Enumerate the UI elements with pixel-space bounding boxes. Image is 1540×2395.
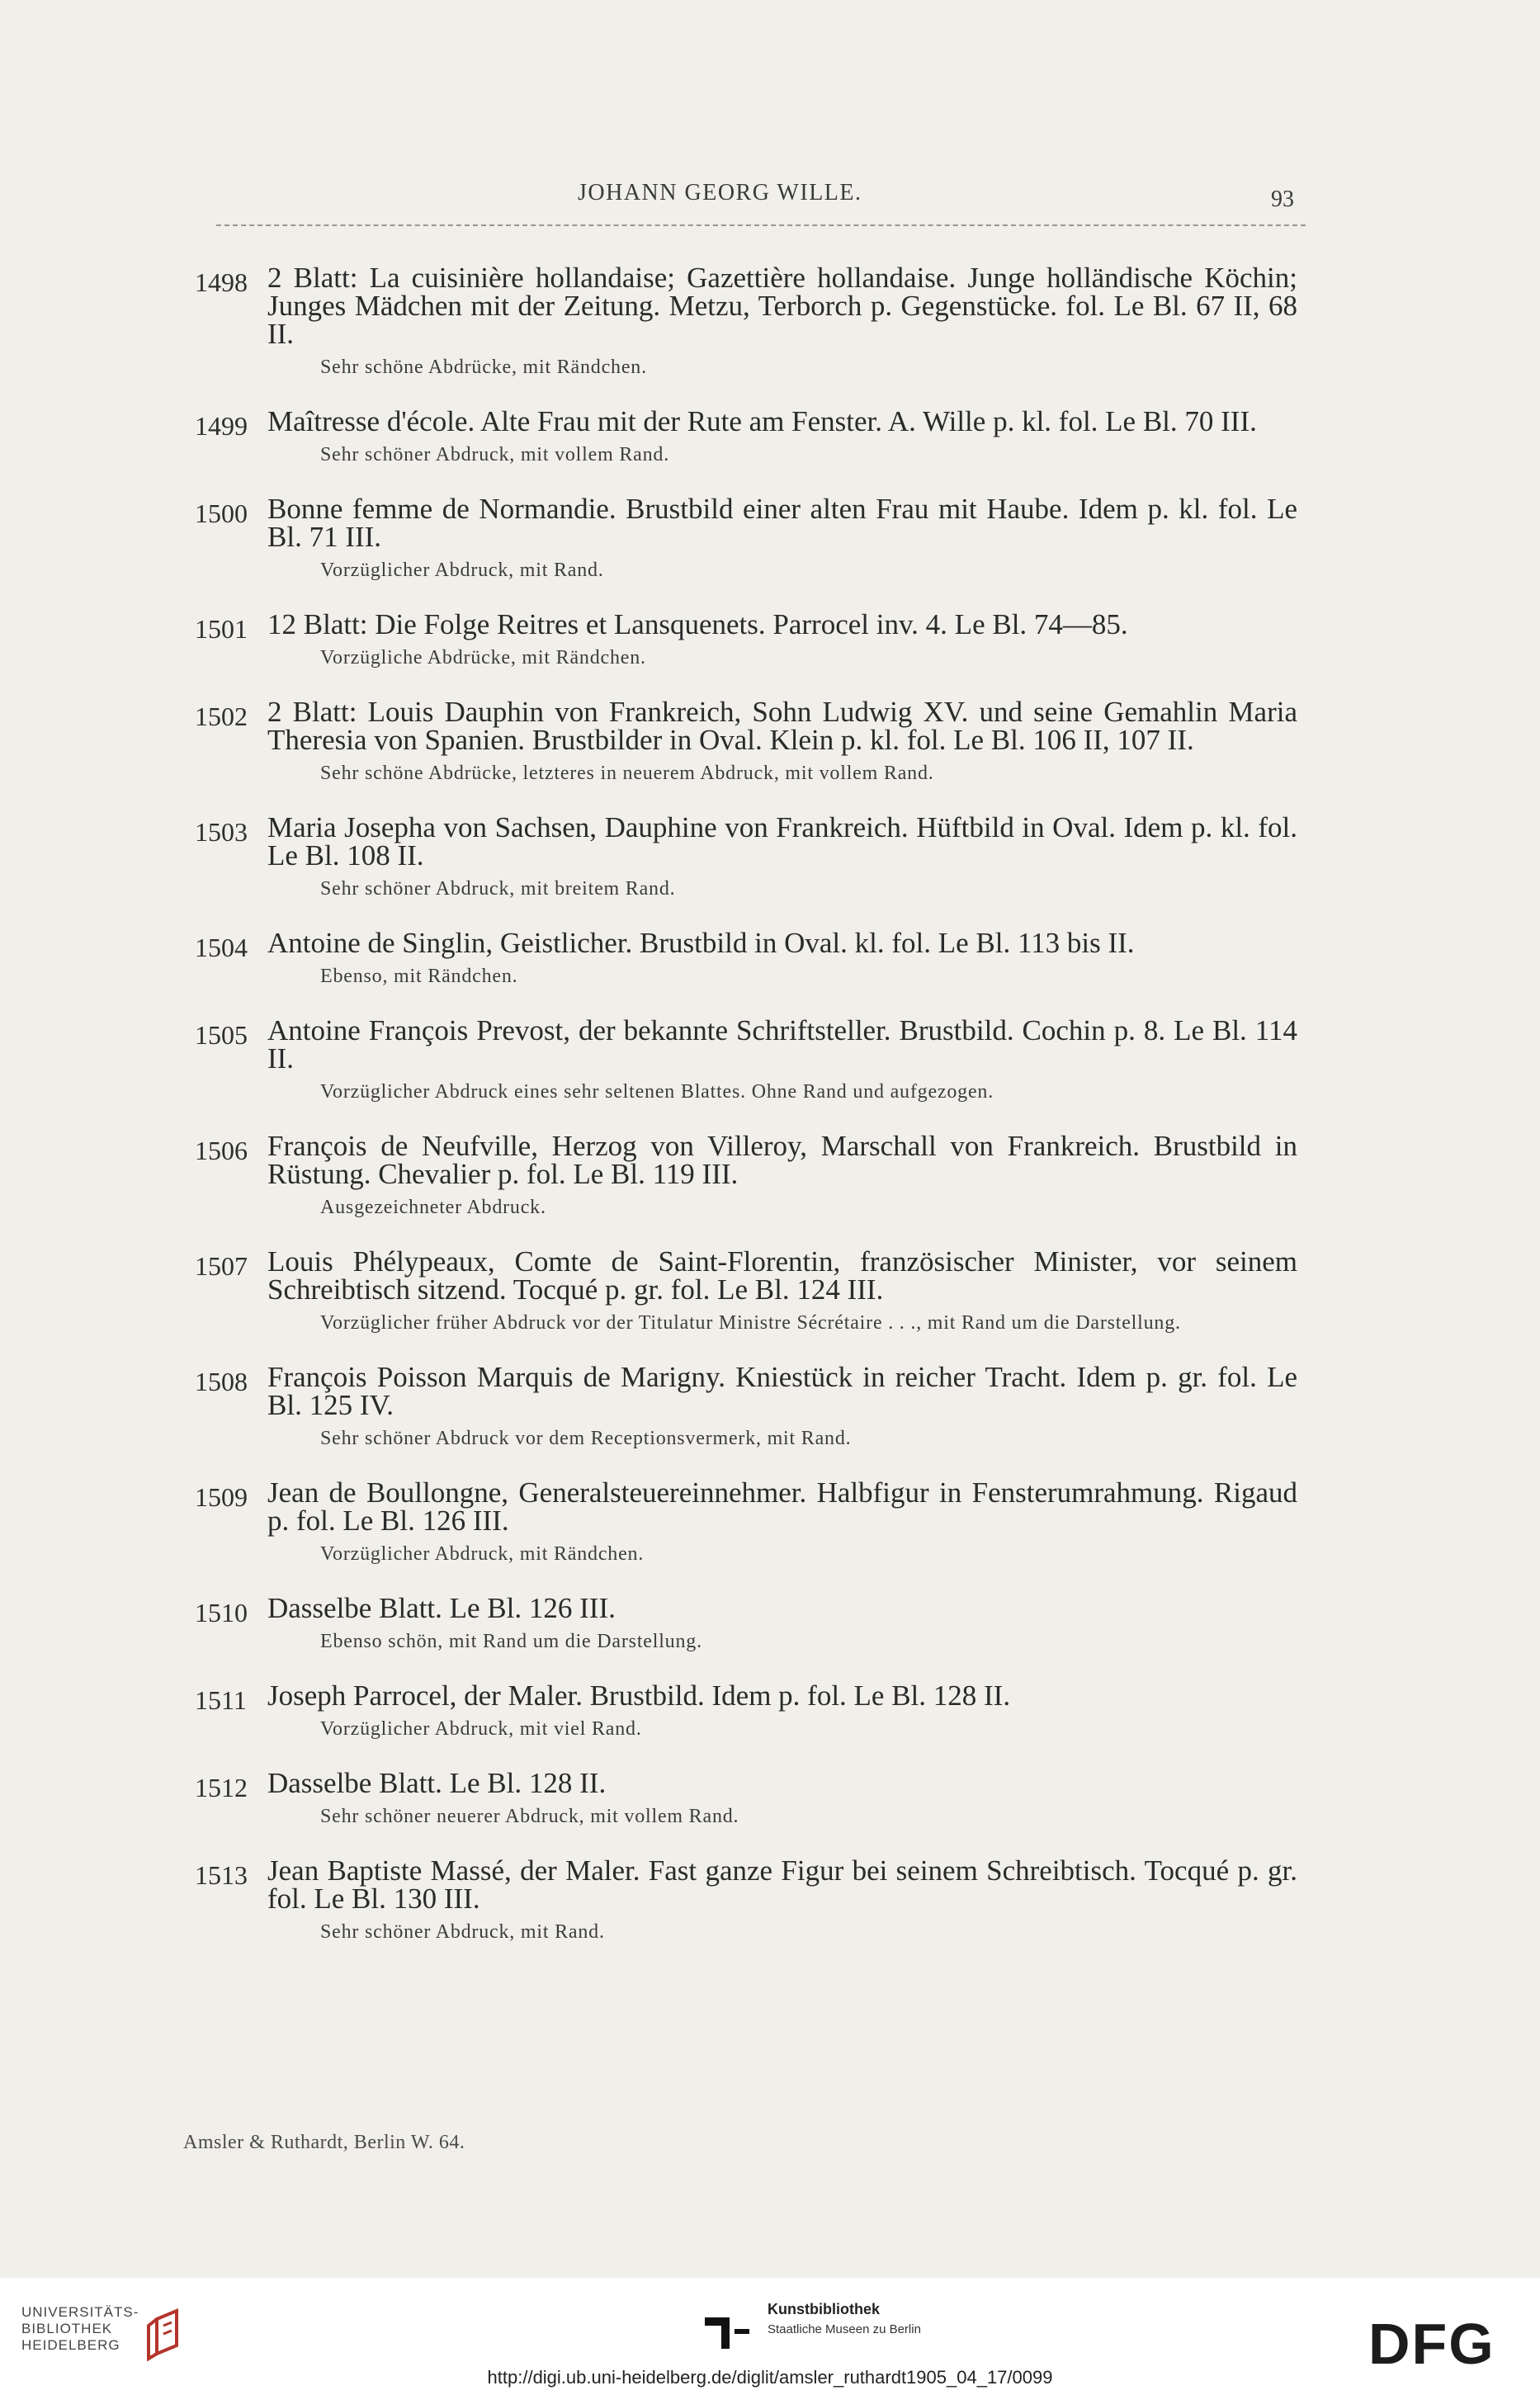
university-line: UNIVERSITÄTS- — [21, 2304, 139, 2320]
entry-condition-note: Sehr schöner Abdruck vor dem Receptionsvermerk, mit Rand. — [320, 1428, 852, 1449]
entry-description: Louis Phélypeaux, Comte de Saint-Florentin, französischer Minister, vor seinem Schreibtisch sitzend. Tocqué p. gr. fol. Le Bl. 124 III. — [267, 1245, 1297, 1306]
kunstbibliothek-logo-icon[interactable] — [702, 2312, 753, 2352]
entry-description: Bonne femme de Normandie. Brustbild einer alten Frau mit Haube. Idem p. kl. fol. Le Bl. 71 III. — [267, 493, 1297, 553]
catalogue-entry — [0, 1769, 1540, 1829]
entry-description: Jean de Boullongne, Generalsteuereinnehmer. Halbfigur in Fensterumrahmung. Rigaud p. fol. Le Bl. 126 III. — [267, 1476, 1297, 1537]
viewer-footer — [0, 2278, 1540, 2395]
dfg-logo[interactable]: DFG — [1368, 2312, 1495, 2376]
catalogue-entry — [0, 405, 1540, 467]
catalogue-entry — [0, 1014, 1540, 1104]
catalogue-entry — [0, 929, 1540, 989]
entry-description: 12 Blatt: Die Folge Reitres et Lansquenets. Parrocel inv. 4. Le Bl. 74—85. — [267, 608, 1128, 640]
header-rule — [216, 224, 1306, 226]
entry-description: Maîtresse d'école. Alte Frau mit der Rute am Fenster. A. Wille p. kl. fol. Le Bl. 70 III. — [267, 405, 1257, 437]
publisher-imprint: Amsler & Ruthardt, Berlin W. 64. — [183, 2132, 465, 2153]
entry-condition-note: Vorzüglicher Abdruck, mit Rand. — [320, 560, 604, 581]
entry-number: 1502 — [195, 701, 248, 731]
entry-number: 1504 — [195, 933, 248, 962]
catalogue-entry — [0, 1363, 1540, 1451]
entry-description: Antoine François Prevost, der bekannte Schriftsteller. Brustbild. Cochin p. 8. Le Bl. 114 II. — [267, 1014, 1297, 1075]
catalogue-entry — [0, 698, 1540, 786]
entry-condition-note: Sehr schöne Abdrücke, letzteres in neuerem Abdruck, mit vollem Rand. — [320, 763, 934, 784]
entry-number: 1510 — [195, 1598, 248, 1627]
university-line: HEIDELBERG — [21, 2337, 120, 2353]
entry-number: 1503 — [195, 817, 248, 847]
entry-number: 1513 — [195, 1860, 248, 1890]
entry-description: Dasselbe Blatt. Le Bl. 128 II. — [267, 1767, 607, 1799]
catalogue-entries — [0, 264, 1540, 1972]
entry-description: François de Neufville, Herzog von Villeroy, Marschall von Frankreich. Brustbild in Rüstung. Chevalier p. fol. Le Bl. 119 III. — [267, 1130, 1297, 1190]
entry-condition-note: Sehr schöne Abdrücke, mit Rändchen. — [320, 357, 647, 378]
page-number: 93 — [1271, 187, 1294, 212]
page-header — [0, 180, 1540, 221]
entry-description: Maria Josepha von Sachsen, Dauphine von Frankreich. Hüftbild in Oval. Idem p. kl. fol. Le Bl. 108 II. — [267, 811, 1297, 872]
entry-number: 1506 — [195, 1136, 248, 1165]
entry-number: 1501 — [195, 614, 248, 644]
entry-number: 1509 — [195, 1482, 248, 1512]
entry-number: 1511 — [195, 1685, 247, 1715]
catalogue-entry — [0, 1132, 1540, 1220]
entry-condition-note: Ebenso, mit Rändchen. — [320, 966, 518, 987]
entry-number: 1508 — [195, 1367, 248, 1396]
entry-condition-note: Sehr schöner Abdruck, mit breitem Rand. — [320, 878, 676, 900]
catalogue-entry — [0, 1245, 1540, 1335]
catalogue-entry — [0, 811, 1540, 901]
entry-condition-note: Vorzüglicher Abdruck, mit viel Rand. — [320, 1718, 642, 1740]
entry-condition-note: Ausgezeichneter Abdruck. — [320, 1197, 546, 1218]
entry-description: Jean Baptiste Massé, der Maler. Fast ganze Figur bei seinem Schreibtisch. Tocqué p. gr. fol. Le Bl. 130 III. — [267, 1854, 1297, 1915]
university-name — [21, 2304, 139, 2354]
entry-description: Joseph Parrocel, der Maler. Brustbild. Idem p. fol. Le Bl. 128 II. — [267, 1679, 1011, 1712]
entry-condition-note: Vorzügliche Abdrücke, mit Rändchen. — [320, 647, 646, 668]
entry-number: 1505 — [195, 1020, 248, 1050]
entry-number: 1500 — [195, 498, 248, 528]
entry-description: François Poisson Marquis de Marigny. Kniestück in reicher Tracht. Idem p. gr. fol. Le Bl. 125 IV. — [267, 1361, 1297, 1421]
catalogue-entry — [0, 495, 1540, 583]
kunstbibliothek-subtitle: Staatliche Museen zu Berlin — [768, 2322, 921, 2336]
entry-condition-note: Ebenso schön, mit Rand um die Darstellung. — [320, 1631, 702, 1652]
catalogue-entry — [0, 1476, 1540, 1566]
university-library-logo[interactable] — [21, 2304, 211, 2370]
entry-condition-note: Vorzüglicher Abdruck, mit Rändchen. — [320, 1543, 645, 1565]
university-line: BIBLIOTHEK — [21, 2321, 113, 2336]
catalogue-entry — [0, 1594, 1540, 1654]
entry-description: 2 Blatt: Louis Dauphin von Frankreich, Sohn Ludwig XV. und seine Gemahlin Maria Theresia von Spanien. Brustbilder in Oval. Klein p. kl. fol. Le Bl. 106 II, 107 II. — [267, 696, 1297, 756]
catalogue-entry — [0, 608, 1540, 670]
entry-number: 1498 — [195, 267, 248, 297]
entry-condition-note: Sehr schöner Abdruck, mit vollem Rand. — [320, 444, 670, 465]
catalogue-entry — [0, 264, 1540, 380]
entry-number: 1499 — [195, 411, 248, 441]
catalogue-entry — [0, 1854, 1540, 1944]
university-emblem-icon — [144, 2308, 193, 2362]
entry-condition-note: Sehr schöner neuerer Abdruck, mit vollem Rand. — [320, 1806, 739, 1827]
kunstbibliothek-title: Kunstbibliothek — [768, 2301, 880, 2317]
catalogue-entry — [0, 1679, 1540, 1741]
entry-number: 1512 — [195, 1773, 248, 1802]
entry-description: Dasselbe Blatt. Le Bl. 126 III. — [267, 1592, 616, 1624]
entry-number: 1507 — [195, 1251, 248, 1281]
entry-condition-note: Vorzüglicher Abdruck eines sehr seltenen Blattes. Ohne Rand und aufgezogen. — [320, 1081, 994, 1103]
entry-description: Antoine de Singlin, Geistlicher. Brustbild in Oval. kl. fol. Le Bl. 113 bis II. — [267, 927, 1135, 959]
running-title: JOHANN GEORG WILLE. — [578, 180, 862, 205]
page-url-link[interactable]: http://digi.ub.uni-heidelberg.de/diglit/amsler_ruthardt1905_04_17/0099 — [487, 2367, 1053, 2388]
entry-condition-note: Vorzüglicher früher Abdruck vor der Titulatur Ministre Sécrétaire . . ., mit Rand um die Darstellung. — [320, 1312, 1181, 1334]
entry-description: 2 Blatt: La cuisinière hollandaise; Gazettière hollandaise. Junge holländische Köchin; Junges Mädchen mit der Zeitung. Metzu, Terborch p. Gegenstücke. fol. Le Bl. 67 II, 68 II. — [267, 262, 1297, 350]
entry-condition-note: Sehr schöner Abdruck, mit Rand. — [320, 1921, 605, 1943]
